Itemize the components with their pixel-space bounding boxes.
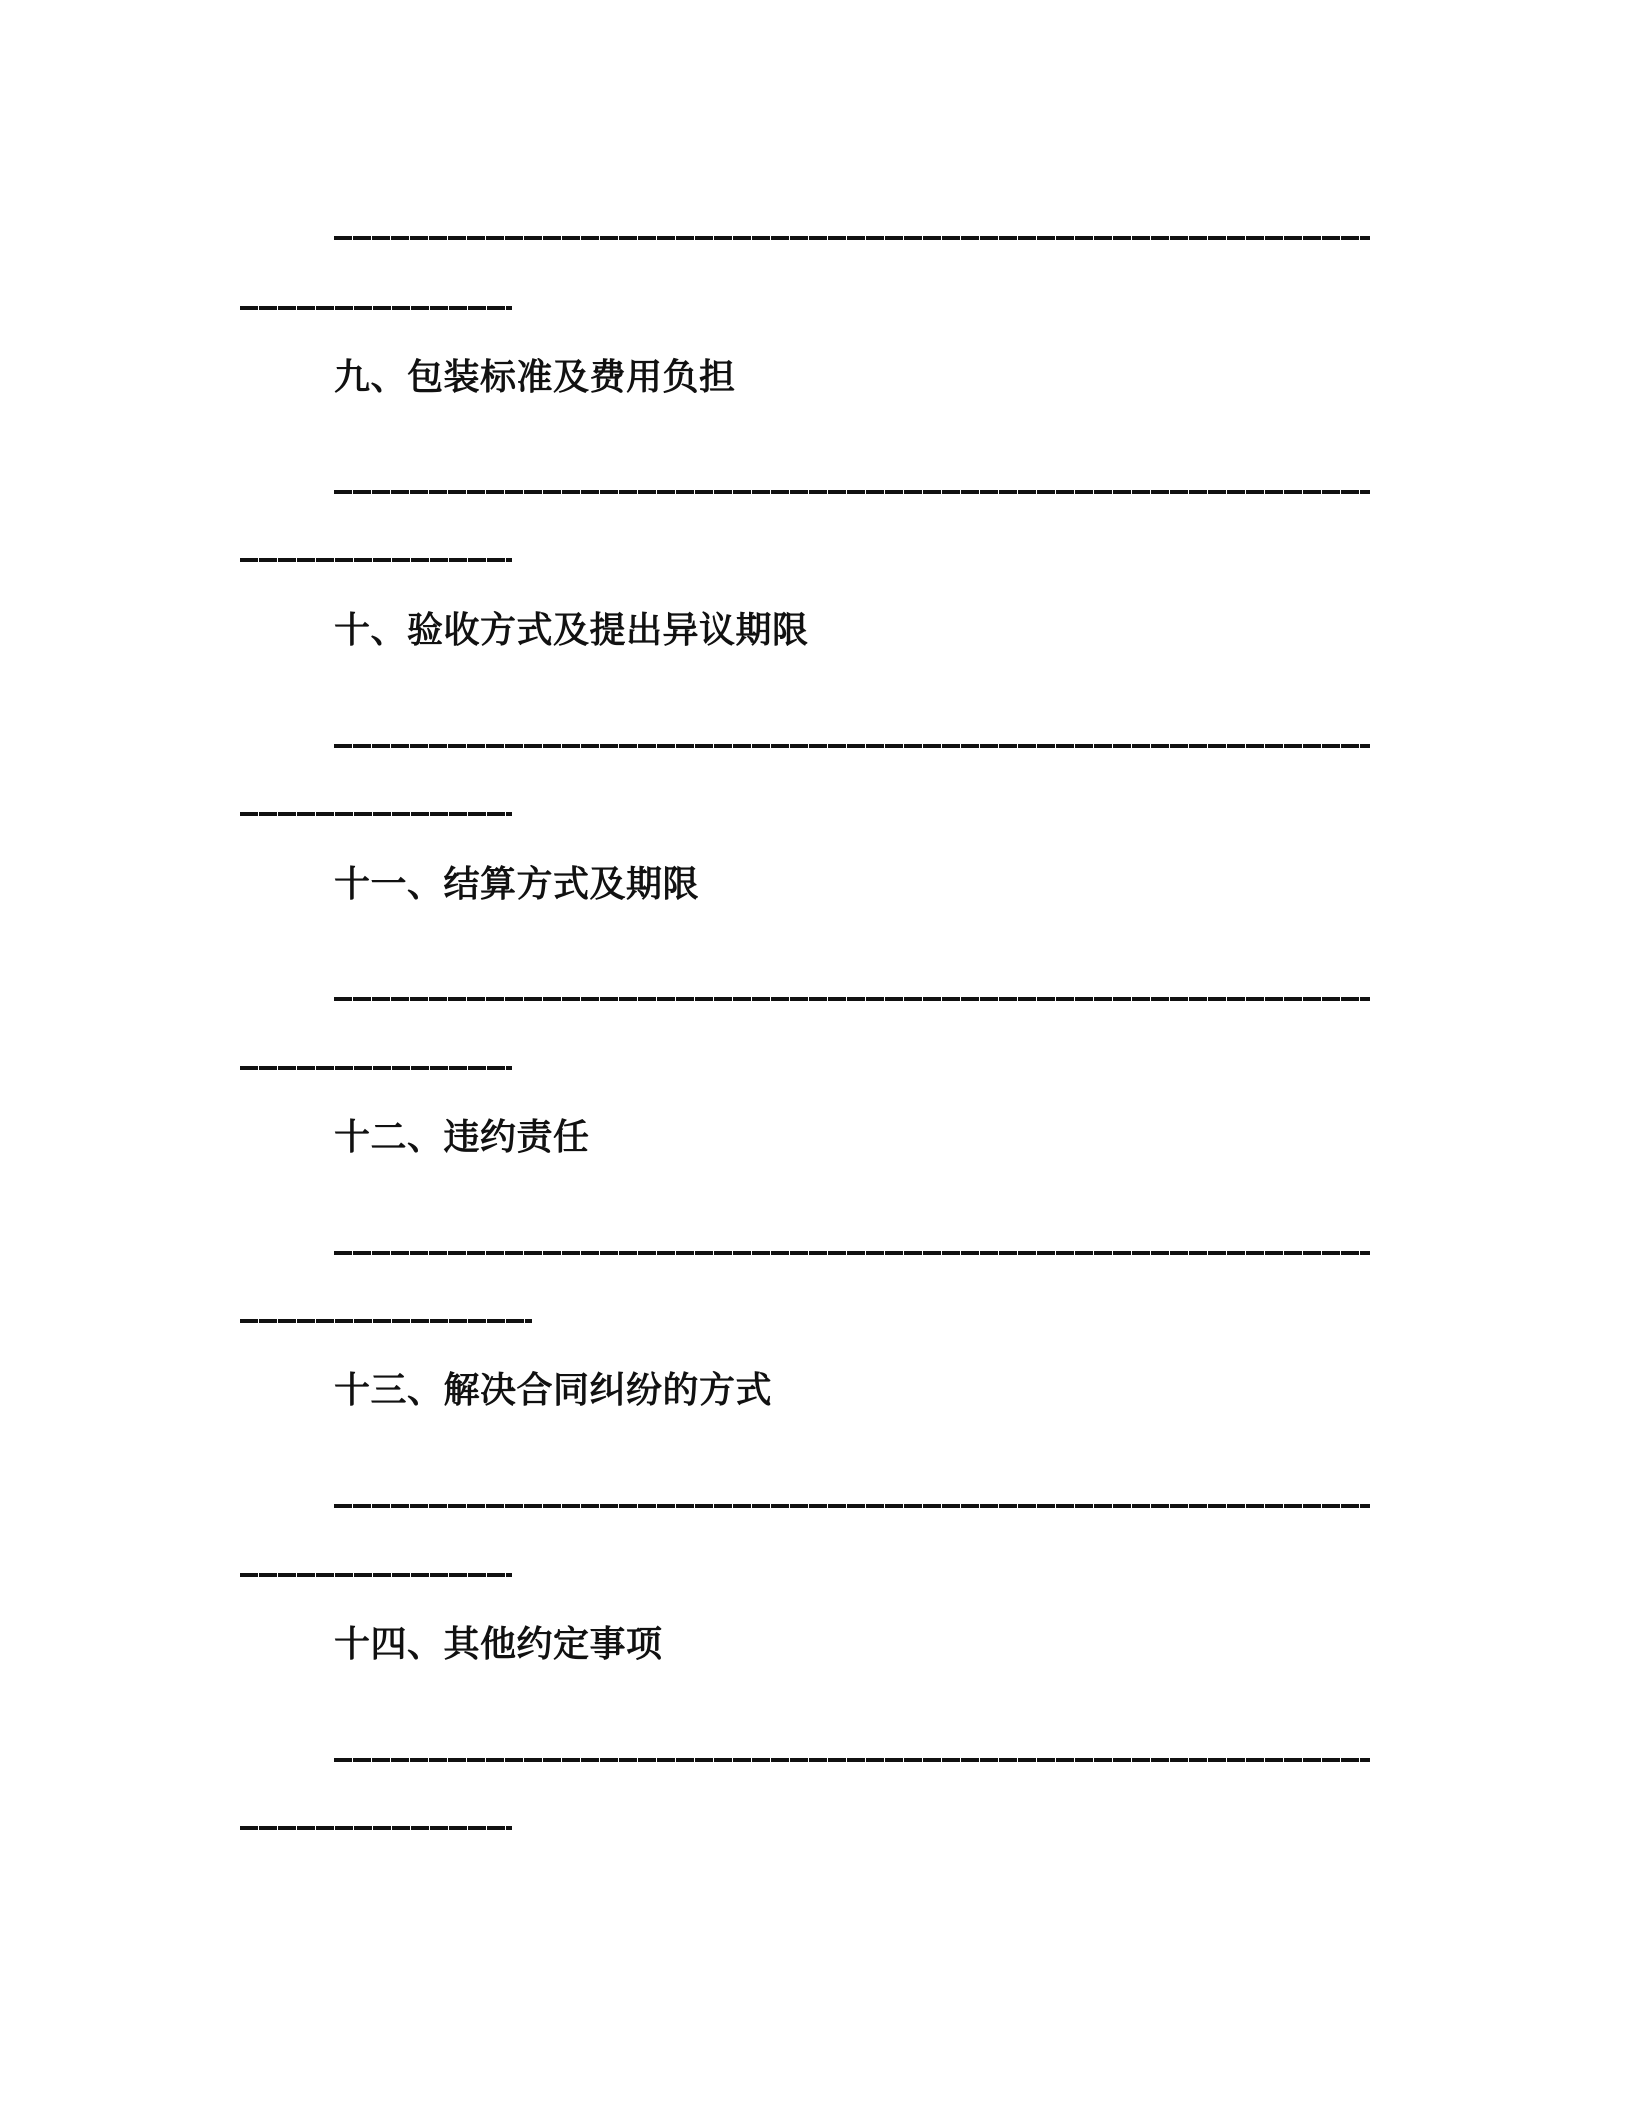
fill-in-line xyxy=(334,236,1370,240)
fill-in-line xyxy=(240,1826,512,1830)
fill-in-line xyxy=(334,997,1370,1001)
section-heading: 九、包装标准及费用负担 xyxy=(334,357,736,398)
fill-in-line xyxy=(240,812,512,816)
section-heading: 十三、解决合同纠纷的方式 xyxy=(334,1370,773,1411)
fill-in-line xyxy=(240,1066,512,1070)
fill-in-line xyxy=(334,1504,1370,1508)
fill-in-line xyxy=(240,306,512,310)
fill-in-line xyxy=(240,1319,532,1323)
fill-in-line xyxy=(240,558,512,562)
section-heading: 十、验收方式及提出异议期限 xyxy=(334,610,809,651)
section-heading: 十四、其他约定事项 xyxy=(334,1624,663,1665)
section-heading: 十二、违约责任 xyxy=(334,1117,590,1158)
fill-in-line xyxy=(334,1251,1370,1255)
fill-in-line xyxy=(334,1758,1370,1762)
fill-in-line xyxy=(240,1573,512,1577)
fill-in-line xyxy=(334,744,1370,748)
section-heading: 十一、结算方式及期限 xyxy=(334,864,700,905)
fill-in-line xyxy=(334,490,1370,494)
